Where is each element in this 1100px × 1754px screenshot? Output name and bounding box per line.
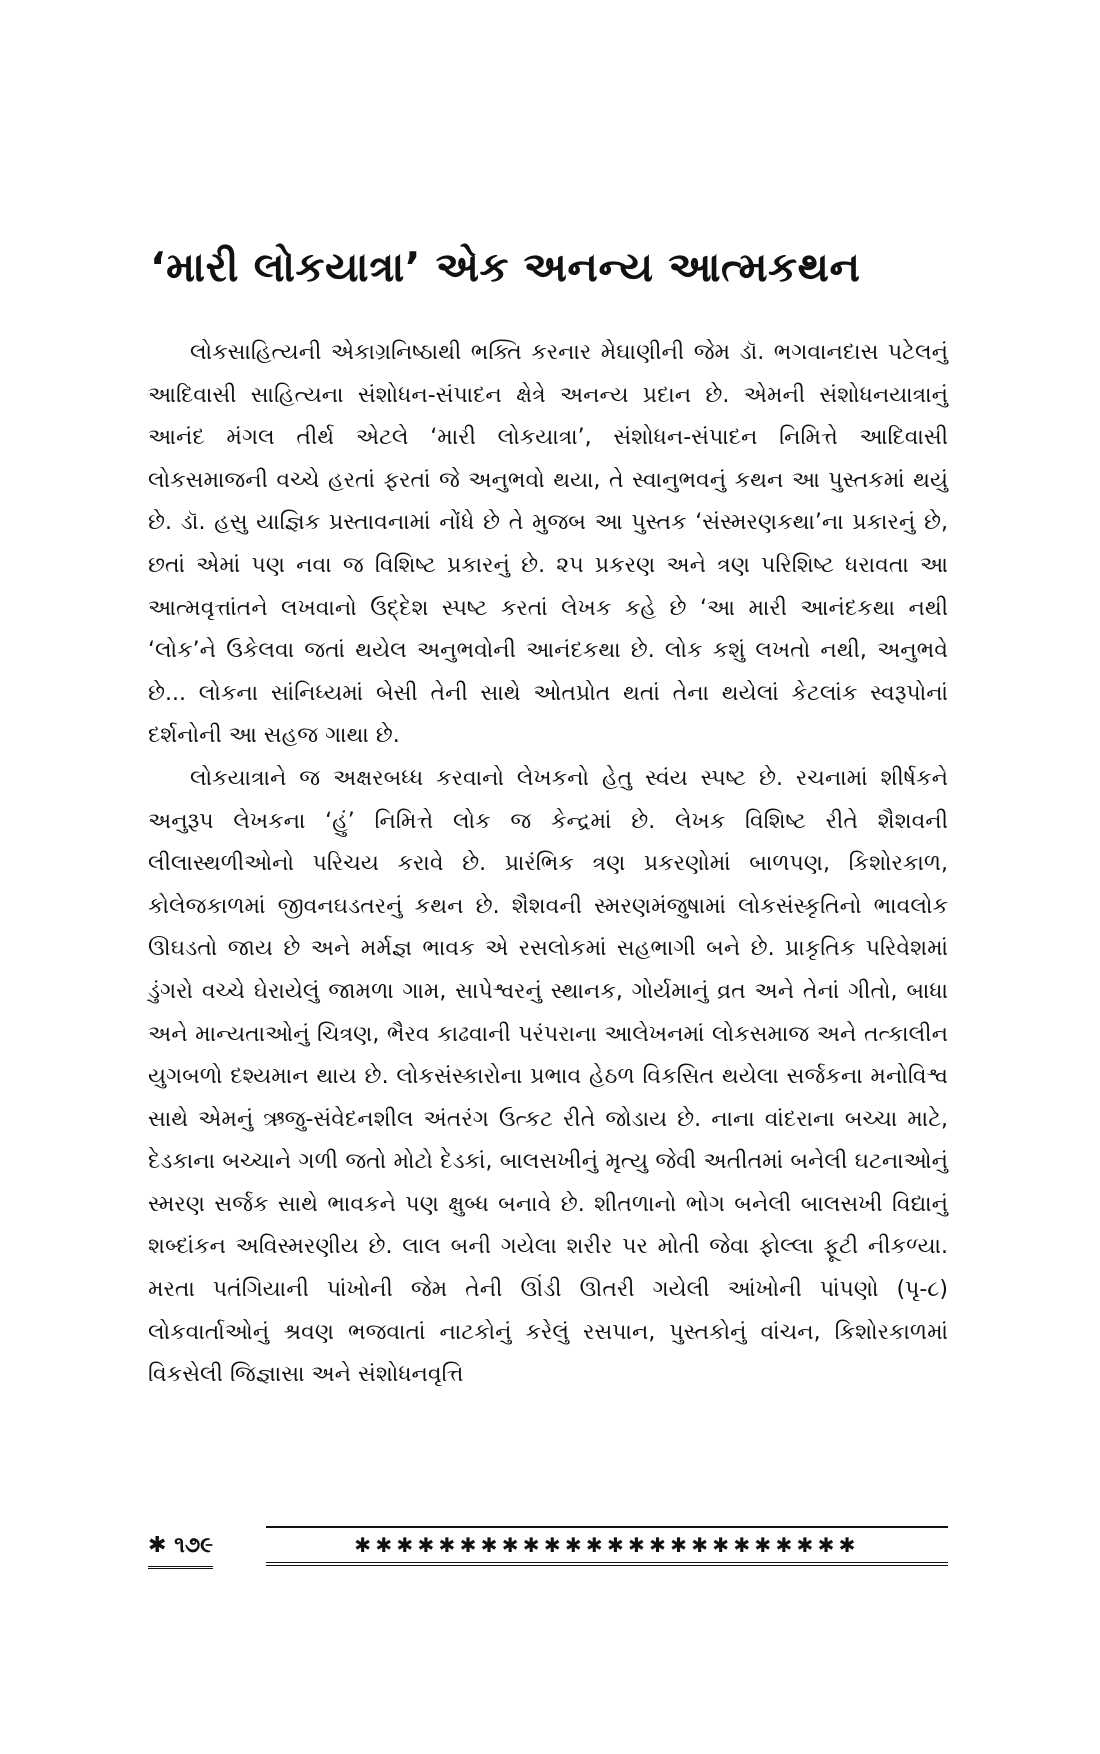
- body-text: [148, 332, 948, 1397]
- paragraph-2: લોકયાત્રાને જ અક્ષરબધ્ધ કરવાનો લેખકનો હેતુ સ્વંય સ્પષ્ટ છે. રચનામાં શીર્ષકને અનુરૂપ લેખકના ‘હું’ નિમિત્તે લોક જ કેન્દ્રમાં છે. લેખક વિશિષ્ટ રીતે શૈશવની લીલાસ્થળીઓનો પરિચય કરાવે છે. પ્રારંભિક ત્રણ પ્રકરણોમાં બાળપણ, કિશોરકાળ, કોલેજકાળમાં જીવનઘડતરનું કથન છે. શૈશવની સ્મરણમંજુષામાં લોકસંસ્કૃતિનો ભાવલોક ઊઘડતો જાય છે અને મર્મજ્ઞ ભાવક એ રસલોકમાં સહભાગી બને છે. પ્રાકૃતિક પરિવેશમાં ડુંગરો વચ્ચે ઘેરાયેલું જામળા ગામ, સાપેશ્વરનું સ્થાનક, ગોર્યમાનું વ્રત અને તેનાં ગીતો, બાધા અને માન્યતાઓનું ચિત્રણ, ભૈરવ કાઢવાની પરંપરાના આલેખનમાં લોકસમાજ અને તત્કાલીન યુગબળો દશ્યમાન થાય છે. લોકસંસ્કારોના પ્રભાવ હેઠળ વિકસિત થયેલા સર્જકના મનોવિશ્વ સાથે એમનું ઋજુ-સંવેદનશીલ અંતરંગ ઉત્કટ રીતે જોડાય છે. નાના વાંદરાના બચ્ચા માટે, દેડકાના બચ્ચાને ગળી જતો મોટો દેડકાં, બાલસખીનું મૃત્યુ જેવી અતીતમાં બનેલી ઘટનાઓનું સ્મરણ સર્જક સાથે ભાવકને પણ ક્ષુબ્ધ બનાવે છે. શીતળાનો ભોગ બનેલી બાલસખી વિદ્યાનું શબ્દાંકન અવિસ્મરણીય છે. લાલ બની ગયેલા શરીર પર મોતી જેવા ફોલ્લા ફૂટી નીકળ્યા. મરતા પતંગિયાની પાંખોની જેમ તેની ઊંડી ઊતરી ગયેલી આંખોની પાંપણો (પૃ-૮) લોકવાર્તાઓનું શ્રવણ ભજવાતાં નાટકોનું કરેલું રસપાન, પુસ્તકોનું વાંચન, કિશોરકાળમાં વિકસેલી જિજ્ઞાસા અને સંશોધનવૃત્તિ: [148, 765, 948, 1388]
- paragraph-1: લોકસાહિત્યની એકાગ્રનિષ્ઠાથી ભક્તિ કરનાર મેઘાણીની જેમ ડૉ. ભગવાનદાસ પટેલનું આદિવાસી સાહિત્યના સંશોધન-સંપાદન ક્ષેત્રે અનન્ય પ્રદાન છે. એમની સંશોધનયાત્રાનું આનંદ મંગલ તીર્થ એટલે ‘મારી લોકયાત્રા’, સંશોધન-સંપાદન નિમિત્તે આદિવાસી લોકસમાજની વચ્ચે હરતાં ફરતાં જે અનુભવો થયા, તે સ્વાનુભવનું કથન આ પુસ્તકમાં થયું છે. ડૉ. હસુ યાજ્ઞિક પ્રસ્તાવનામાં નોંધે છે તે મુજબ આ પુસ્તક ‘સંસ્મરણકથા’ના પ્રકારનું છે, છતાં એમાં પણ નવા જ વિશિષ્ટ પ્રકારનું છે. ૨૫ પ્રકરણ અને ત્રણ પરિશિષ્ટ ધરાવતા આ આત્મવૃત્તાંતને લખવાનો ઉદ્દેશ સ્પષ્ટ કરતાં લેખક કહે છે ‘આ મારી આનંદકથા નથી ‘લોક’ને ઉકેલવા જતાં થયેલ અનુભવોની આનંદકથા છે. લોક કશું લખતો નથી, અનુભવે છે... લોકના સાંનિધ્યમાં બેસી તેની સાથે ઓતપ્રોત થતાં તેના થયેલાં કેટલાંક સ્વરૂપોનાં દર્શનોની આ સહજ ગાથા છે.: [148, 340, 948, 749]
- page-title: ‘મારી લોકયાત્રા’ એક અનન્ય આત્મકથન: [150, 243, 861, 292]
- page-footer: [148, 1526, 948, 1566]
- page-number: ✱ ૧૭૯: [148, 1526, 213, 1569]
- footer-ornament-rule: ✱✱✱✱✱✱✱✱✱✱✱✱✱✱✱✱✱✱✱✱✱✱✱✱: [266, 1526, 948, 1566]
